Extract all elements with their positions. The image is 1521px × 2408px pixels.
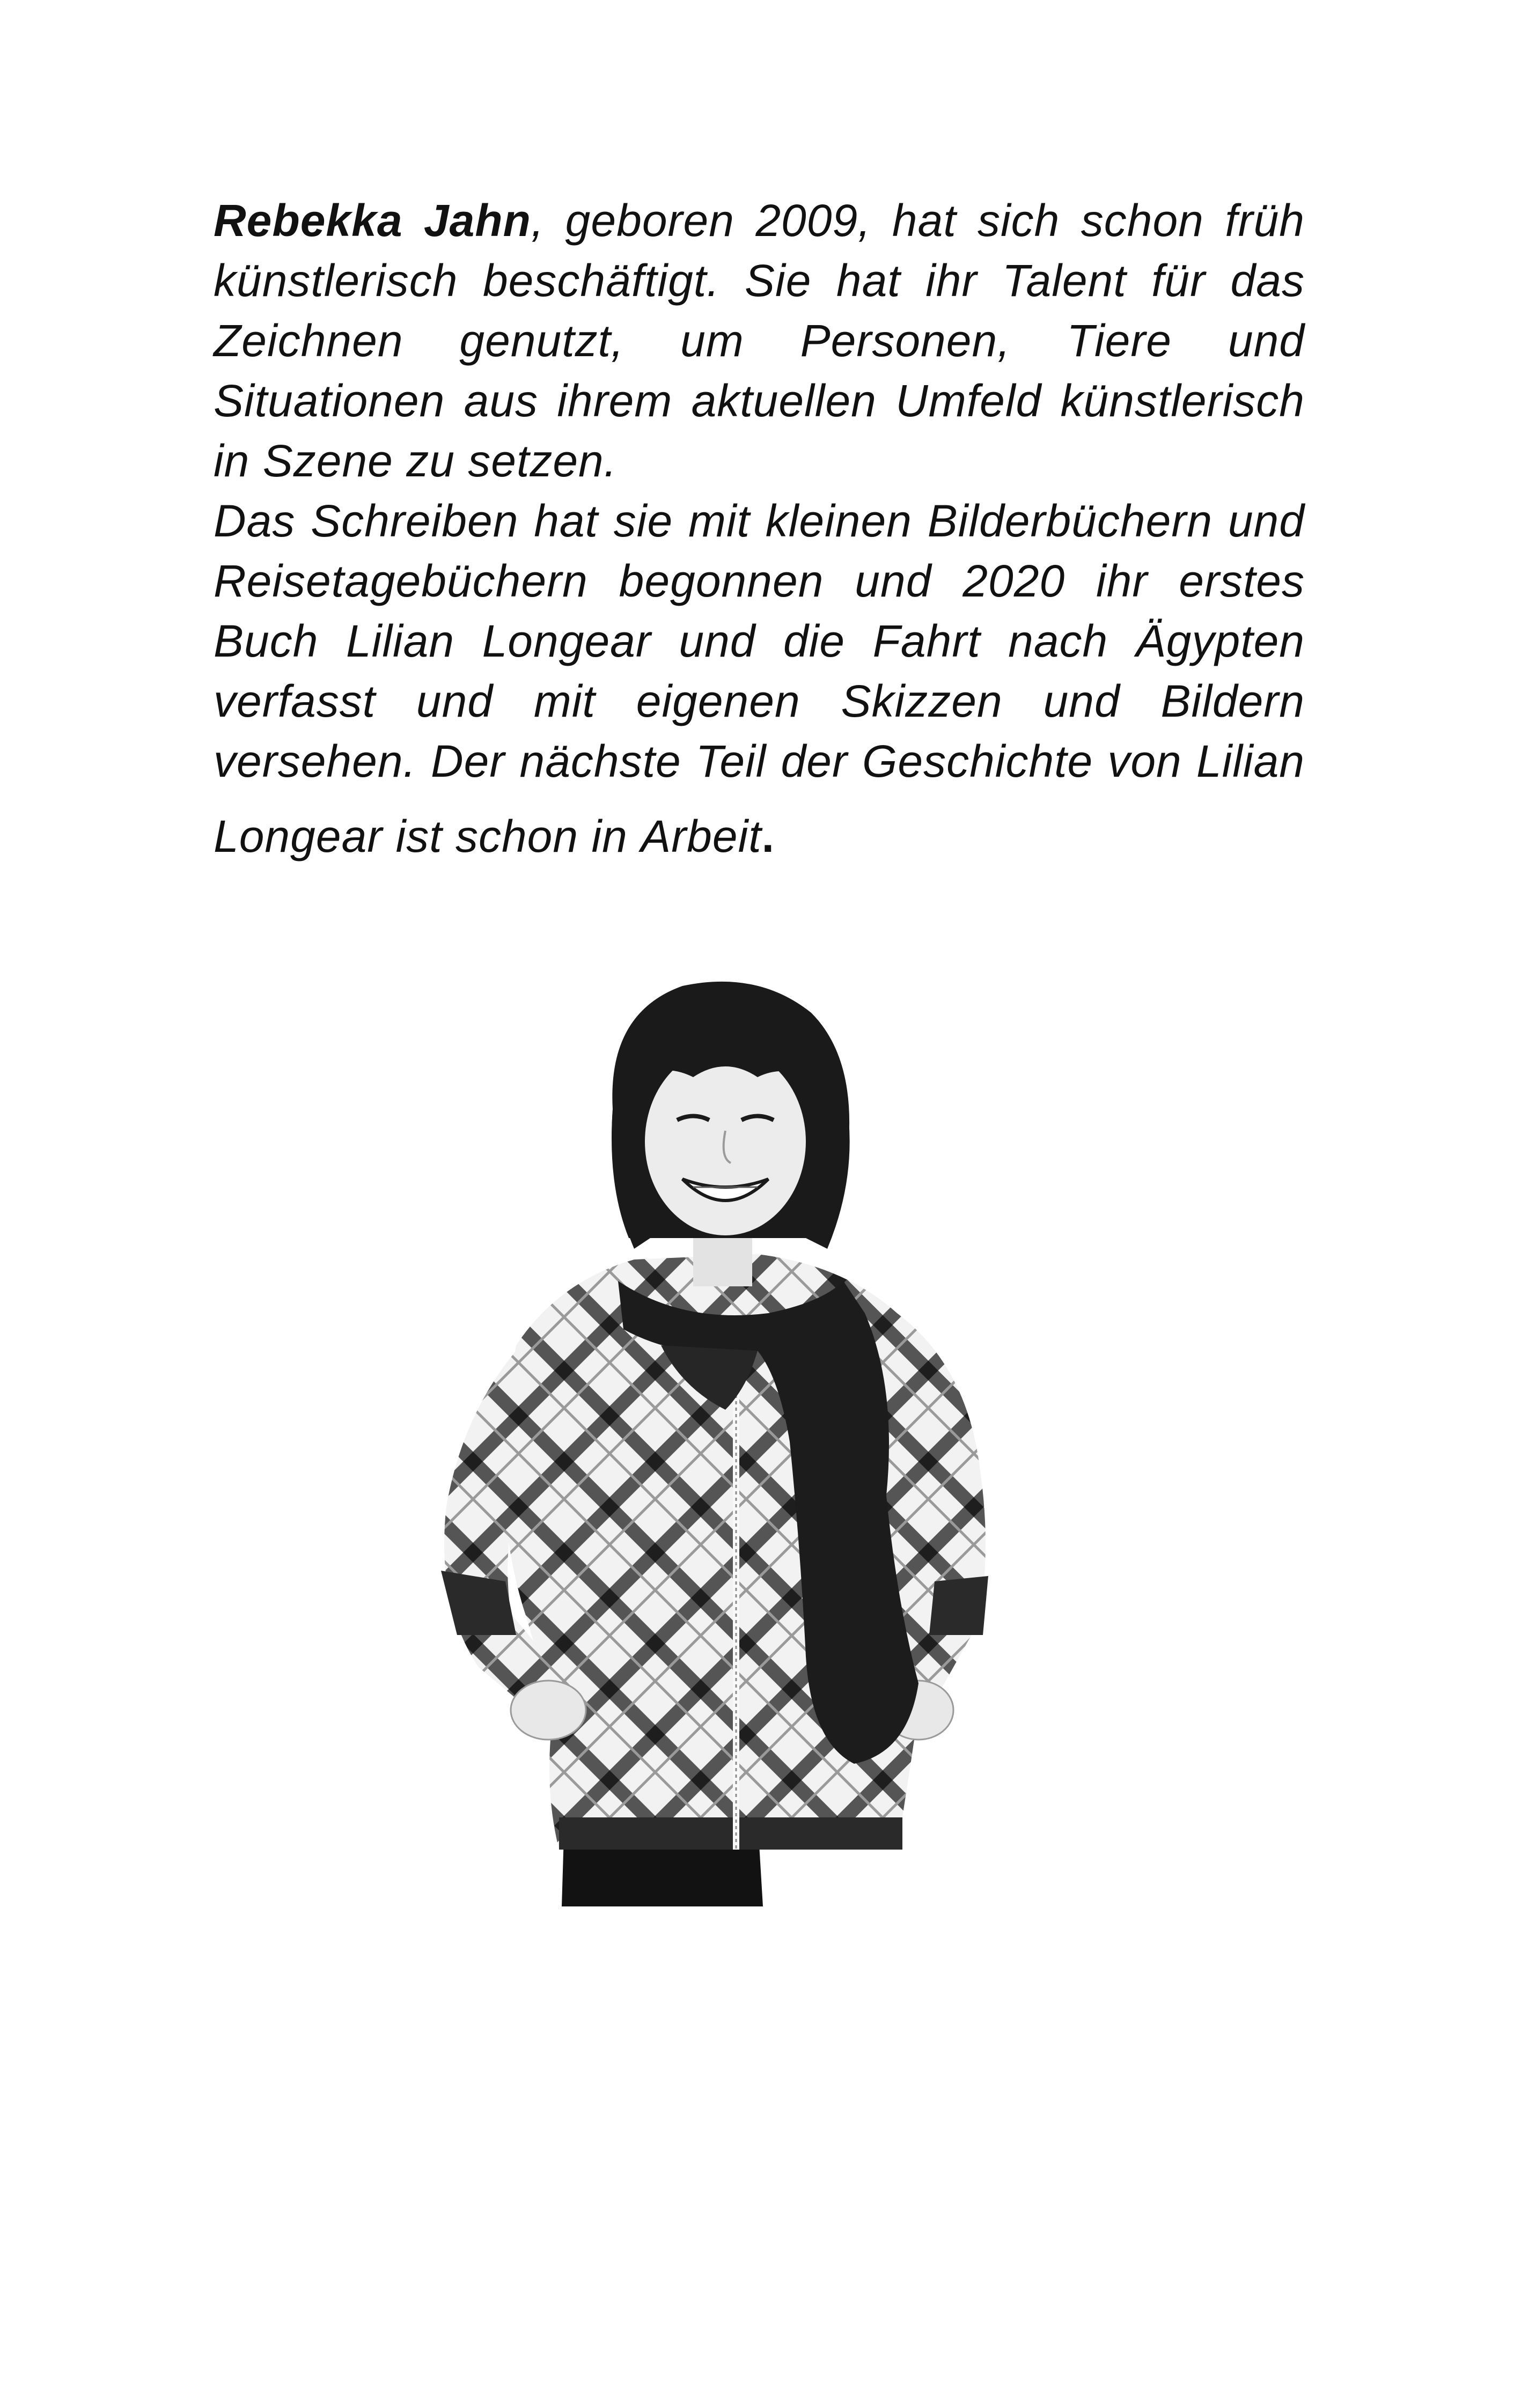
bio-paragraph-2	[214, 491, 1305, 866]
author-bio	[214, 190, 1305, 866]
bio-paragraph-2-period: .	[761, 811, 775, 861]
bio-paragraph-1	[214, 190, 1305, 491]
bio-paragraph-1-text: , geboren 2009, hat sich schon früh künstlerisch beschäftigt. Sie hat ihr Talent für das Zeichnen genutzt, um Personen, Tiere und Situationen aus ihrem aktuellen Umfeld künstlerisch in Szene zu setzen.	[214, 195, 1305, 486]
portrait-illustration	[382, 905, 1133, 1906]
bio-paragraph-2-last-word: Arbeit	[641, 811, 762, 861]
author-portrait-photo	[382, 905, 1133, 1906]
bio-paragraph-2-text: Das Schreiben hat sie mit kleinen Bilderbüchern und Reisetagebüchern begonnen und 2020 ihr erstes Buch Lilian Longear und die Fahrt nach Ägypten verfasst und mit eigenen Skizzen und Bildern versehen. Der nächste Teil der Geschichte von Lilian Longear ist schon in	[214, 496, 1305, 861]
author-name: Rebekka Jahn	[214, 195, 531, 246]
